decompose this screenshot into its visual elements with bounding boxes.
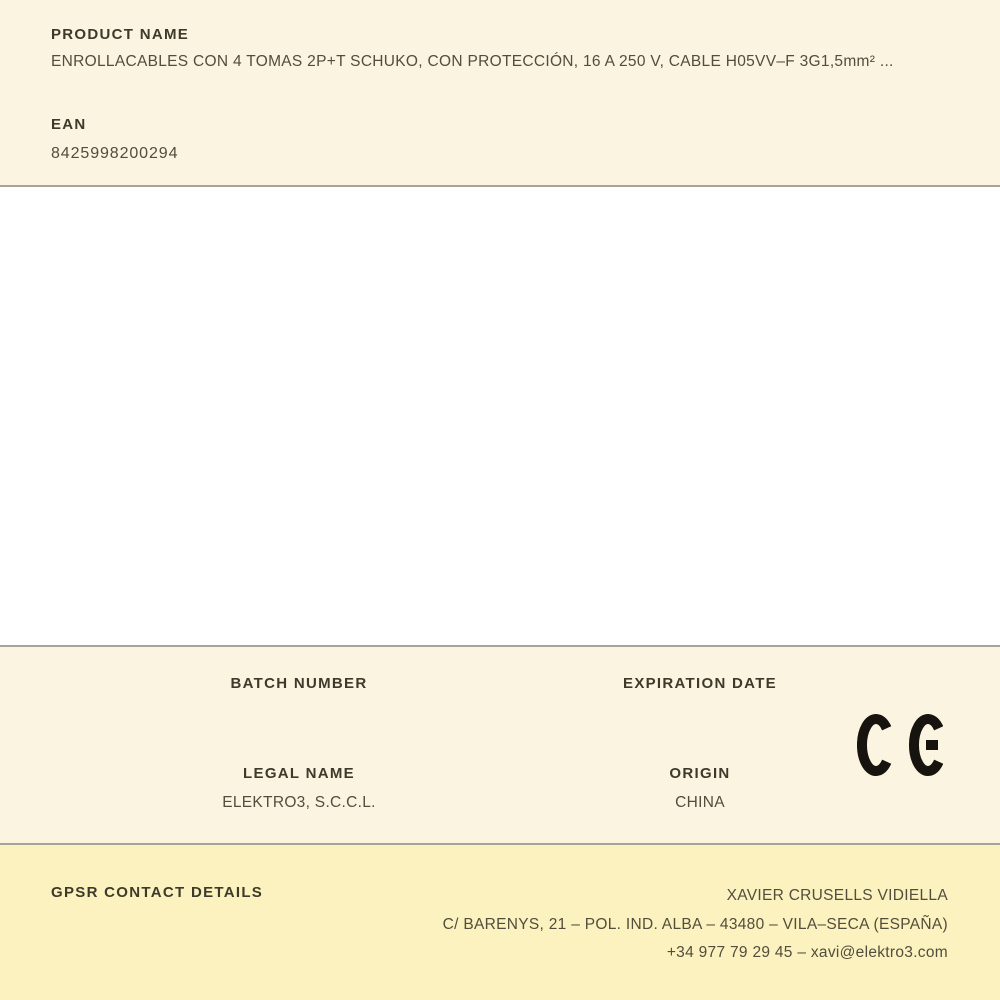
ean-value: 8425998200294 [51,145,179,162]
gpsr-contact-details-label: GPSR CONTACT DETAILS [51,884,264,901]
batch-number-label: BATCH NUMBER [230,675,368,692]
gpsr-contact-name: XAVIER CRUSELLS VIDIELLA [726,887,948,904]
origin-label: ORIGIN [669,765,731,782]
product-header-section [0,0,1000,187]
gpsr-contact-block [443,882,948,968]
gpsr-contact-phone-email: +34 977 79 29 45 – xavi@elektro3.com [666,944,948,961]
ce-marking-icon [857,714,943,776]
product-name-value: ENROLLACABLES CON 4 TOMAS 2P+T SCHUKO, CON PROTECCIÓN, 16 A 250 V, CABLE H05VV–F 3G1,5mm² ... [51,53,894,70]
product-image-area [0,187,1000,645]
legal-name-value: ELEKTRO3, S.C.C.L. [222,794,376,811]
ean-label: EAN [51,116,87,133]
details-right-column [500,647,900,843]
origin-value: CHINA [675,794,725,811]
gpsr-contact-section [0,845,1000,1000]
gpsr-contact-address: C/ BARENYS, 21 – POL. IND. ALBA – 43480 – VILA–SECA (ESPAÑA) [442,915,948,933]
expiration-date-label: EXPIRATION DATE [623,675,777,692]
legal-name-label: LEGAL NAME [243,765,355,782]
details-section [0,645,1000,845]
product-name-label: PRODUCT NAME [51,26,190,43]
details-left-column [99,647,499,843]
